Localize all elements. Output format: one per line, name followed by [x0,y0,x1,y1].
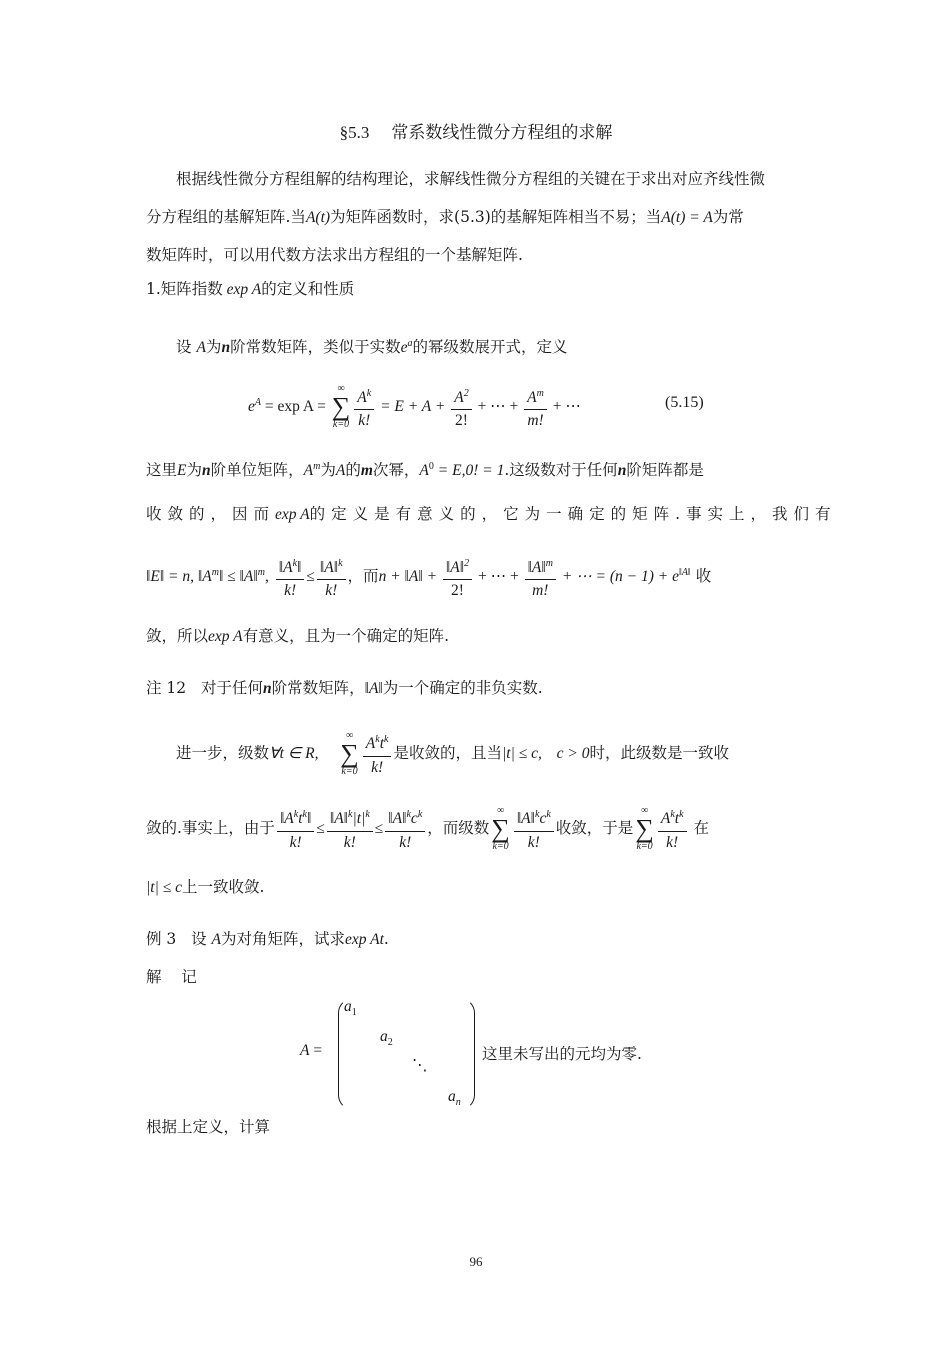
equation-number: (5.15) [665,394,704,411]
matrix-entry: $a_2$ [380,1028,393,1049]
paragraph-line: 这里E为n阶单位矩阵，$A^m$为A的m次幂，$A^0 = E,0$! = 1.这级数对于任何n阶矩阵都是 [146,461,704,480]
example-3: 例 3 设 A为对角矩阵，试求exp At. [146,930,389,948]
paragraph-line: 根据上定义，计算 [146,1118,271,1136]
paragraph-line: 进一步，级数∀t ∈ R, ∞ ∑ k=0 $\frac{A^kt^k}{k!}$ 是收敛的，且当|t| ≤ c, c > 0时，此级数是一致收 [176,730,729,777]
fraction: $\frac{‖A‖^k}{k!}$ [317,553,346,602]
summation-symbol: ∞ ∑ k=0 [635,805,654,852]
section-number: §5.3 [339,123,370,142]
fraction: $\frac{‖A^k‖}{k!}$ [276,553,305,602]
section-title [0,118,952,143]
paragraph-line: 根据线性微分方程组解的结构理论，求解线性微分方程组的关键在于求出对应齐线性微 [176,170,766,188]
solution-label: 解 记 [146,968,197,986]
note-12: 注 12 对于任何n阶常数矩阵，‖A‖为一个确定的非负实数. [146,679,543,697]
summation-symbol: ∞ ∑ k=0 [340,730,359,777]
right-paren [460,998,475,1110]
paragraph-line: 设 A为n阶常数矩阵，类似于实数$e^a$的幂级数展开式，定义 [176,338,568,357]
matrix-entry: $a_n$ [448,1088,461,1109]
paragraph-line: 敛的.事实上，由于 $\frac{‖A^kt^k‖}{k!}$ ≤ $\frac{‖A‖^k|t|^k}{k!}$ ≤ $\frac{‖A‖^kc^k}{k!}$ ，而级数 ∞ ∑ k=0 $\frac{‖A‖^kc^k}{k!}$ 收敛，于是 ∞ ∑ k=0 $\frac{A^kt^k}{k!}$ 在 [146,805,709,852]
equation-5-15: $e^A = \exp A$ = ∞ ∑ k=0 $\frac{A^k}{k!}$ = E + A + $\frac{A^2}{2!}$ + ⋯ + $\frac{A^m}{m!}$ + ⋯ [248,383,581,431]
paragraph-line: |t| ≤ c上一致收敛. [146,878,265,896]
fraction: $\frac{‖A‖^m}{m!}$ [525,553,556,602]
fraction: $\frac{‖A‖^k|t|^k}{k!}$ [327,804,373,853]
page-number: 96 [469,1254,483,1269]
summation-symbol: ∞ ∑ k=0 [331,383,351,431]
paragraph-line: 分方程组的基解矩阵.当A(t)为矩阵函数时，求(5.3)的基解矩阵相当不易；当A(t) = A为常 [146,208,744,226]
paragraph-line: 数矩阵时，可以用代数方法求出方程组的一个基解矩阵. [146,246,523,264]
fraction: $\frac{‖A‖^kc^k}{k!}$ [385,804,425,853]
fraction: $\frac{A^2}{2!}$ [451,383,471,432]
subsection-heading: 1.矩阵指数 exp A的定义和性质 [146,280,355,298]
matrix-dots: ⋱ [412,1057,428,1074]
diagonal-matrix: A = $a_1$ $a_2$ ⋱ $a_n$ 这里未写出的元均为零. [300,998,642,1109]
fraction: $\frac{A^k}{k!}$ [354,383,374,432]
fraction: $\frac{‖A‖^2}{2!}$ [443,553,472,602]
matrix-entry: $a_1$ [344,998,357,1019]
summation-symbol: ∞ ∑ k=0 [491,805,510,852]
norm-inequalities: ‖E‖ = n, $‖A^m‖$ ≤ ‖A‖$^m$, $\frac{‖A^k‖}{k!}$ ≤ $\frac{‖A‖^k}{k!}$ ，而n + ‖A‖ + $\frac{‖A‖^2}{2!}$ + ⋯ + $\frac{‖A‖^m}{m!}$ + ⋯ = $(n - 1) + e^{‖A‖}$ 收 [146,548,810,598]
paragraph-line: 收敛的，因而exp A的定义是有意义的，它为一确定的矩阵.事实上，我们有 [146,505,837,523]
section-heading: 常系数线性微分方程组的求解 [391,123,613,143]
matrix-note: 这里未写出的元均为零. [482,1045,642,1063]
fraction: $\frac{‖A^kt^k‖}{k!}$ [277,804,314,853]
fraction: $\frac{A^m}{m!}$ [524,383,547,432]
paragraph-line: 敛，所以exp A有意义，且为一个确定的矩阵. [146,627,450,645]
fraction: $\frac{‖A‖^kc^k}{k!}$ [514,804,554,853]
fraction: $\frac{A^kt^k}{k!}$ [658,804,687,853]
fraction: $\frac{A^kt^k}{k!}$ [363,729,392,778]
